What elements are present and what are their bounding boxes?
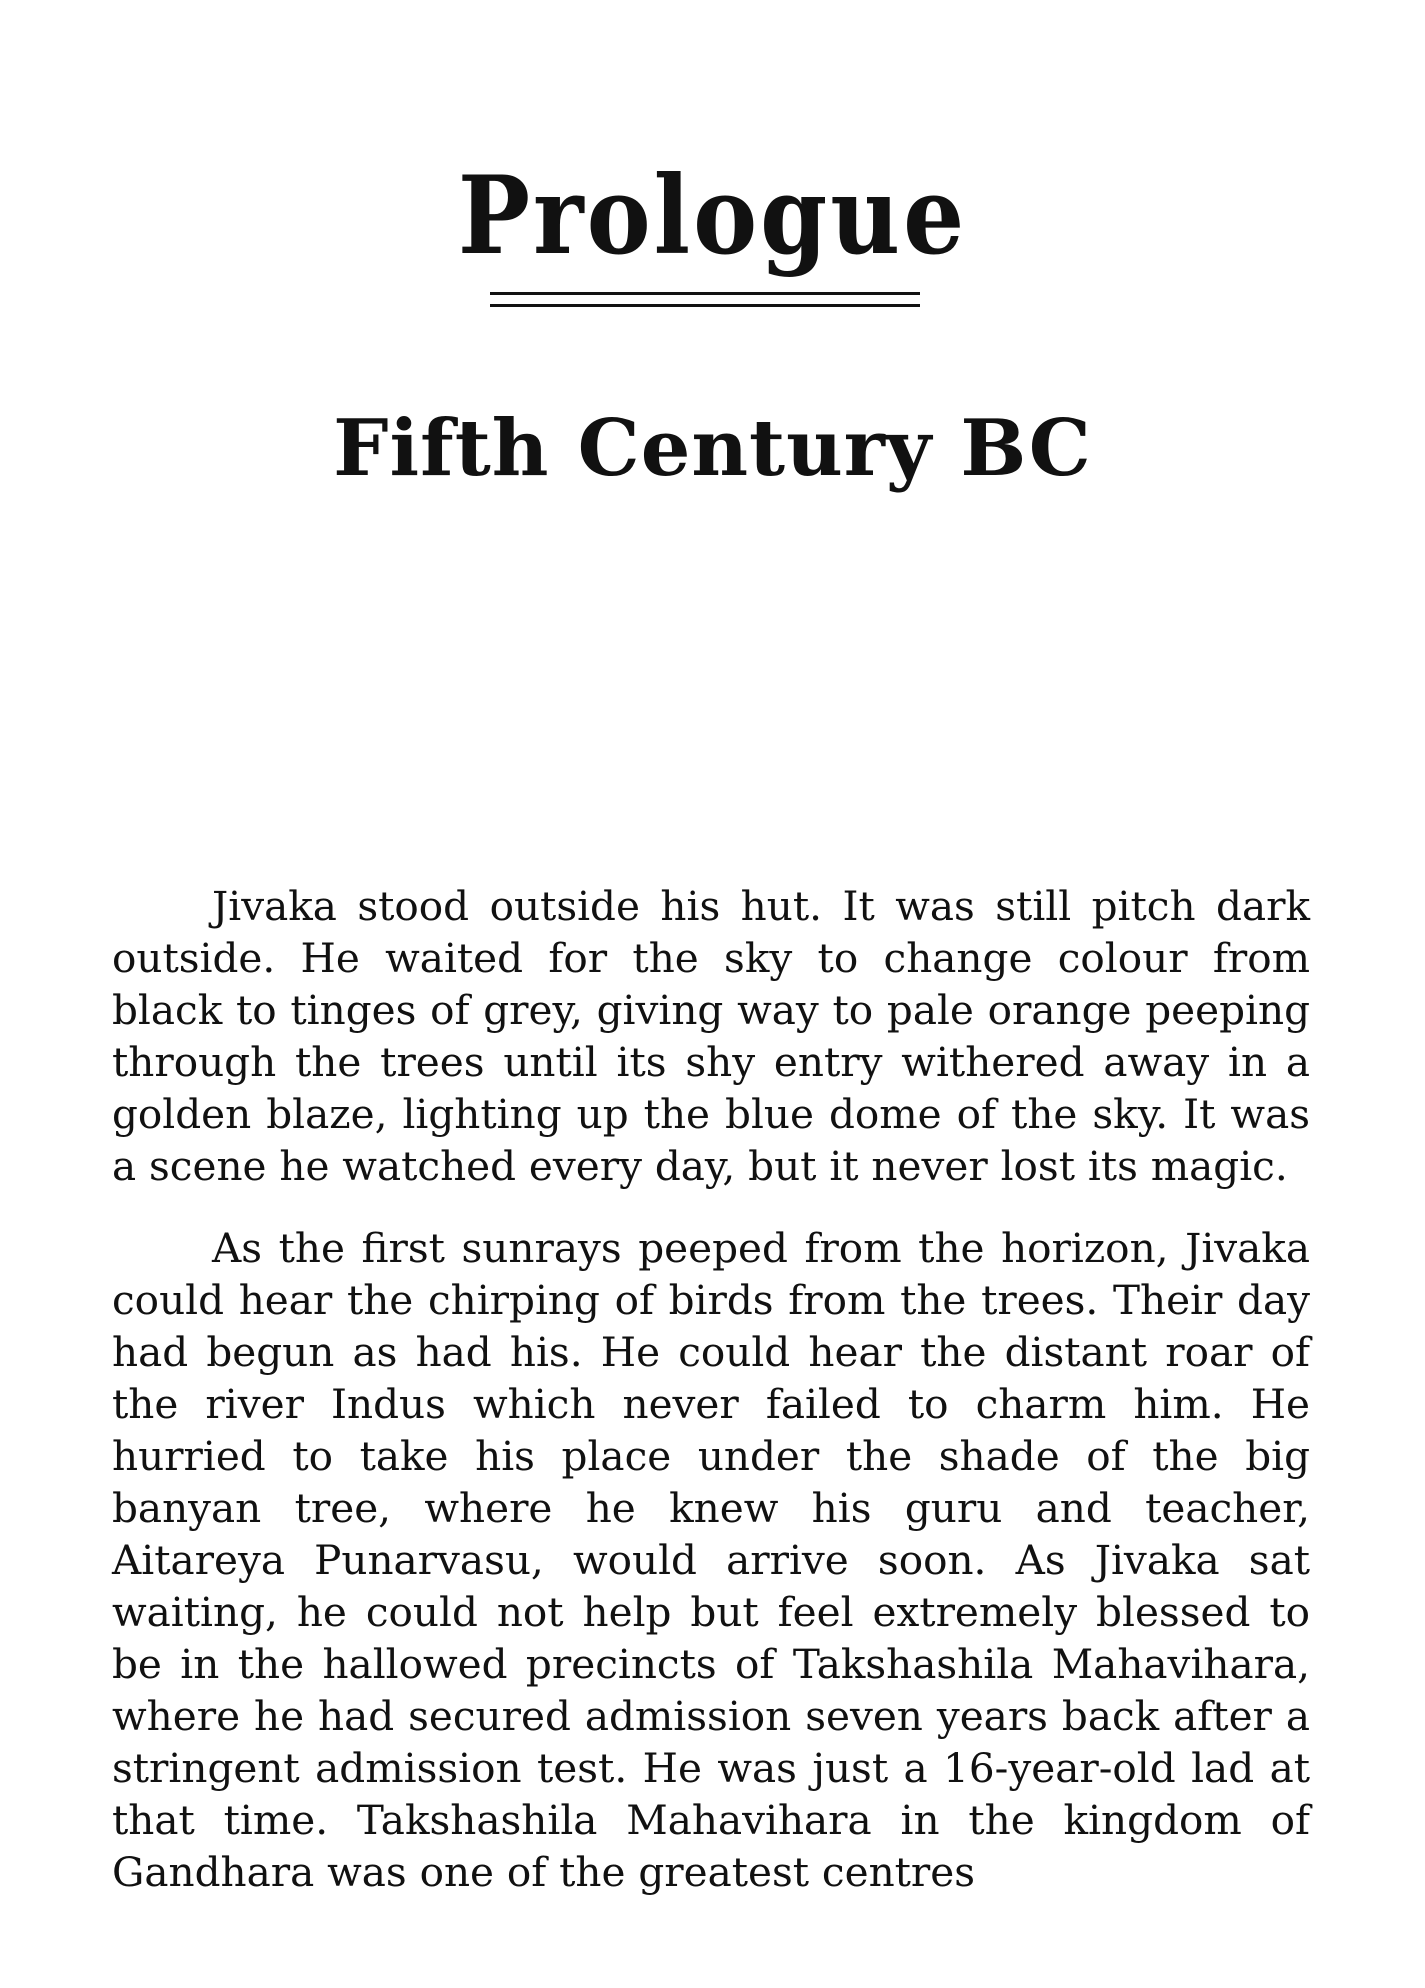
paragraph-1: Jivaka stood outside his hut. It was still pitch dark outside. He waited for the sky to change colour from black to tinges of grey, giving way to pale orange peeping through the trees until its shy entry withered away in a golden blaze, lighting up the blue dome of the sky. It was a scene he watched every day, but it never lost its magic. (112, 882, 1310, 1190)
title-underline-top (490, 292, 920, 295)
paragraph-2: As the first sunrays peeped from the horizon, Jivaka could hear the chirping of birds from the trees. Their day had begun as had his. He could hear the distant roar of the river Indus which never failed to charm him. He hurried to take his place under the shade of the big banyan tree, where he knew his guru and teacher, Aitareya Punarvasu, would arrive soon. As Jivaka sat waiting, he could not help but feel extremely blessed to be in the hallowed precincts of Takshashila Mahavihara, where he had secured admission seven years back after a stringent admission test. He was just a 16-year-old lad at that time. Takshashila Mahavihara in the kingdom of Gandhara was one of the greatest centres (112, 1224, 1310, 1896)
chapter-title: Prologue (457, 152, 968, 279)
chapter-heading (0, 152, 1425, 279)
title-underline-bottom (490, 304, 920, 307)
body-text (112, 880, 1310, 1928)
chapter-subtitle: Fifth Century BC (333, 403, 1092, 494)
